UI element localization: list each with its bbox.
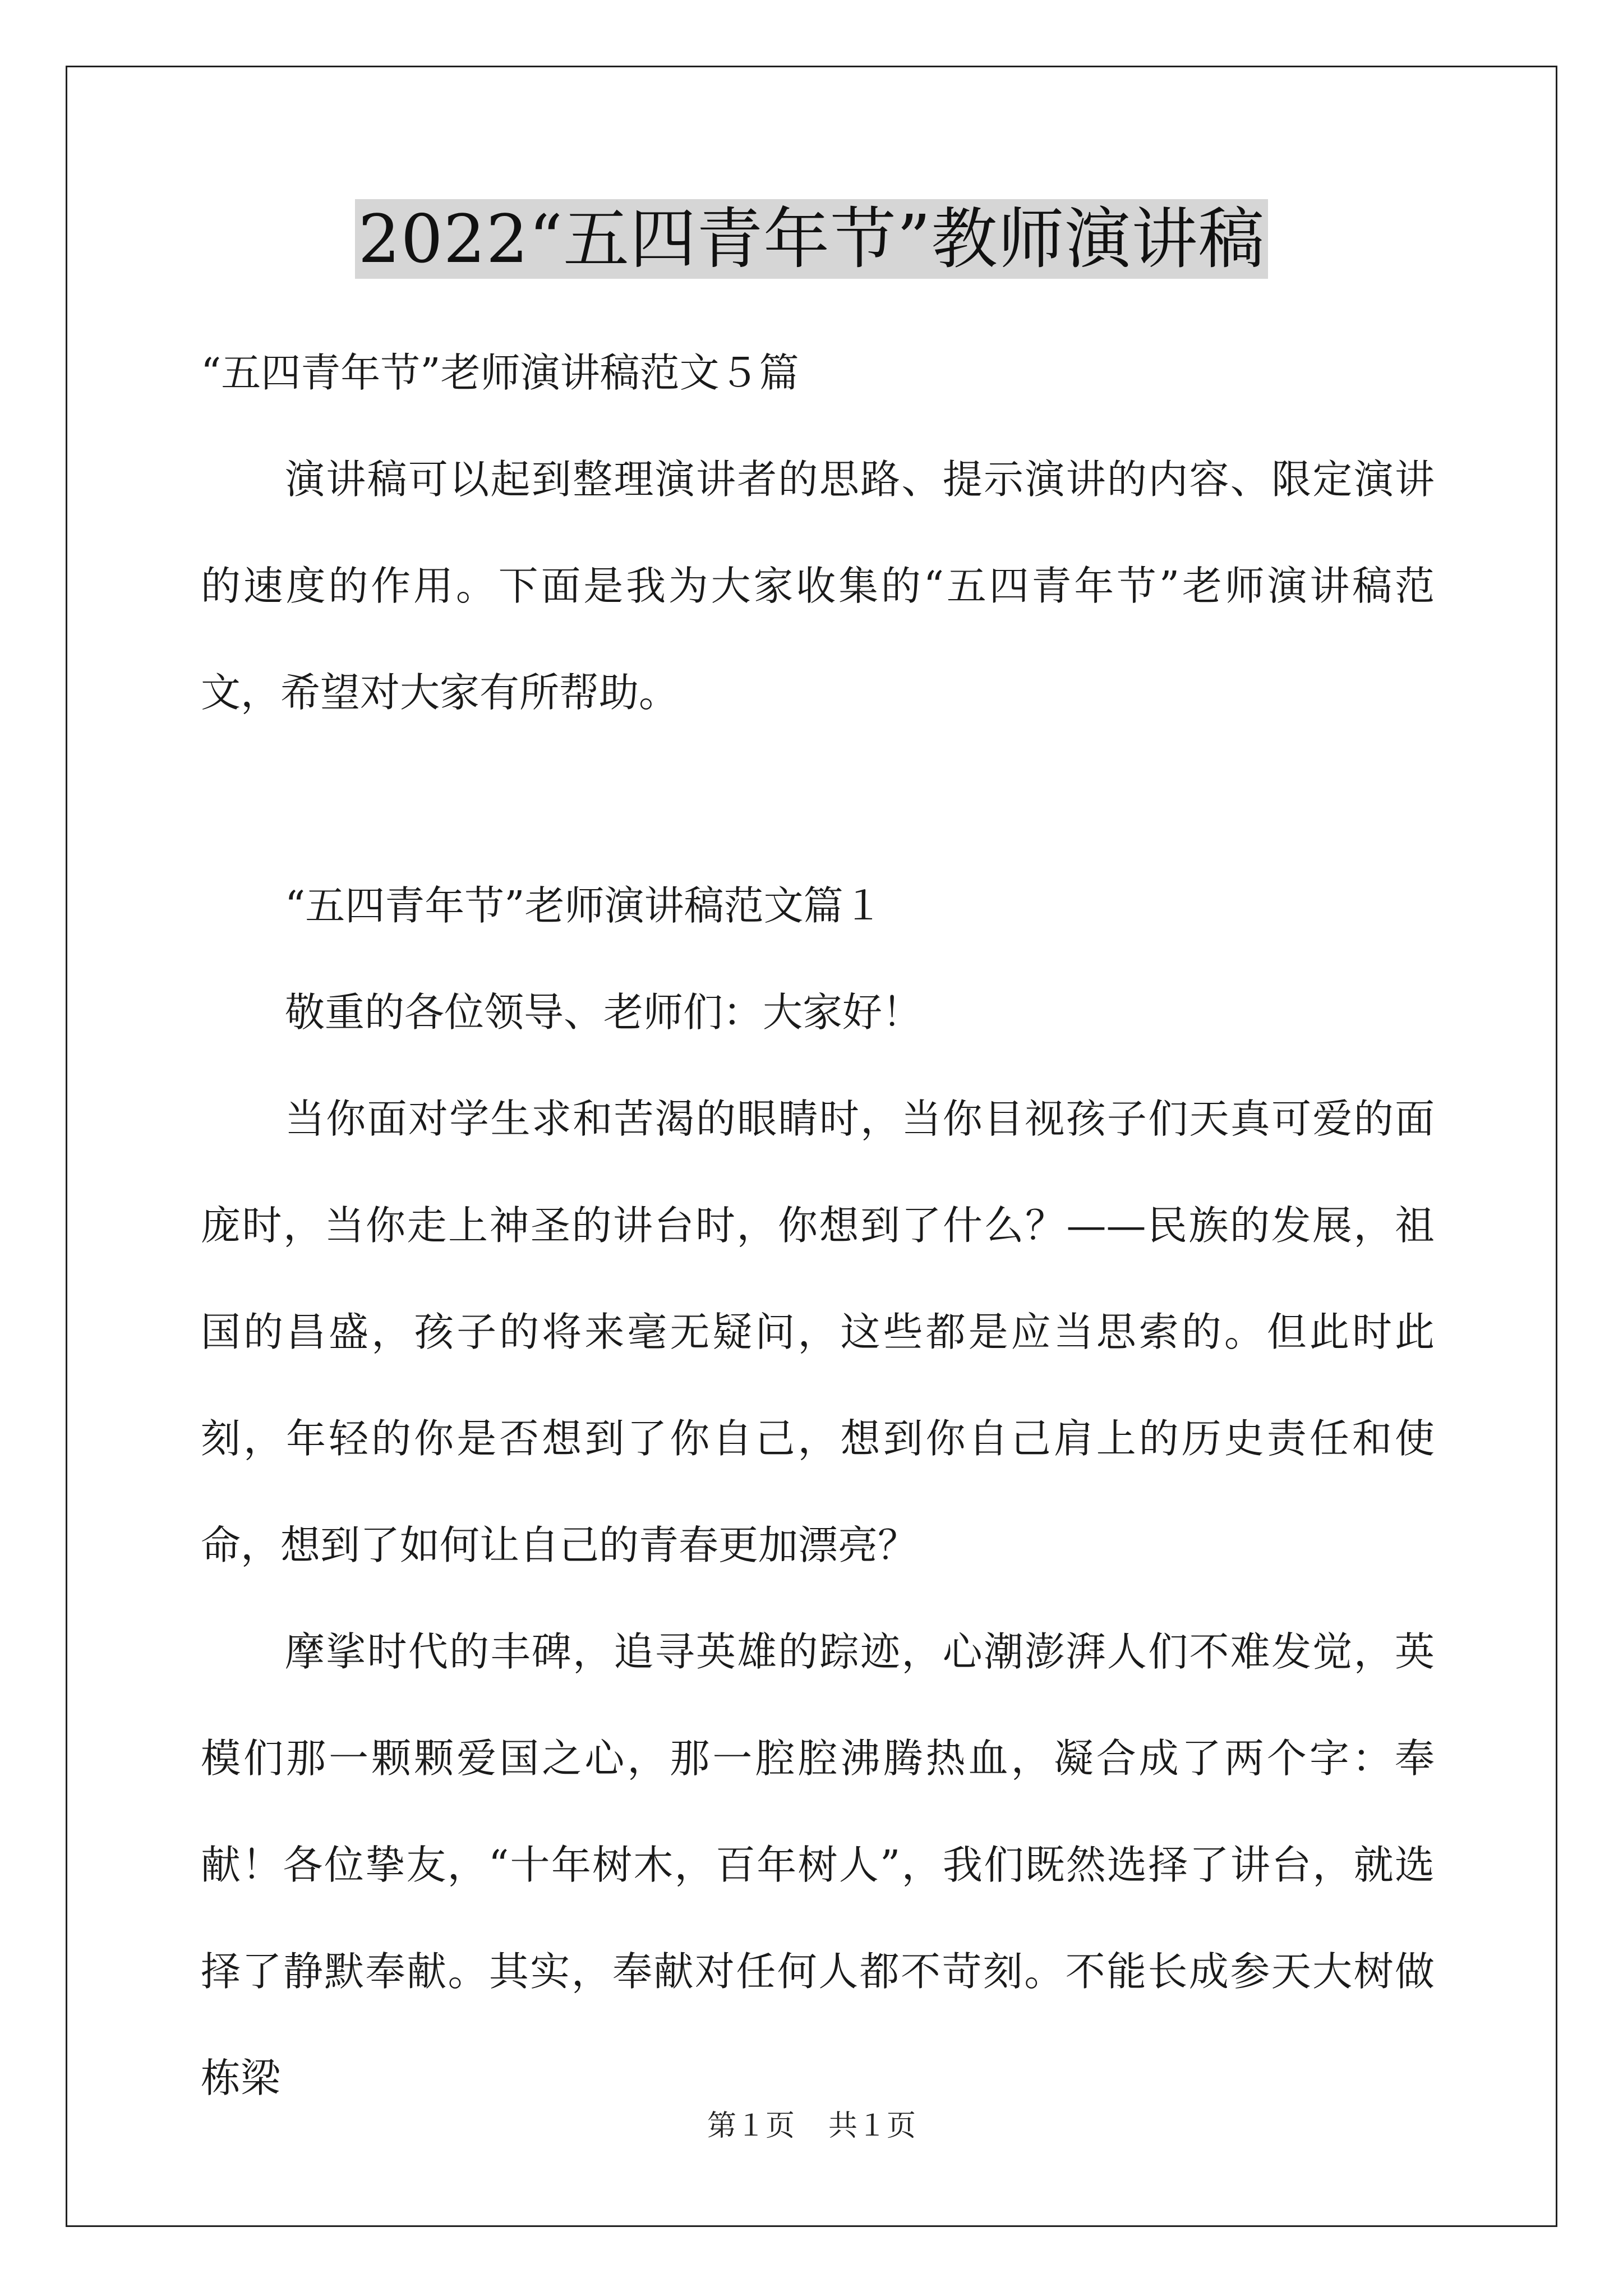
- document-title: 2022“五四青年节”教师演讲稿: [355, 199, 1269, 279]
- document-body: [201, 320, 1435, 2132]
- greeting-paragraph: 敬重的各位领导、老师们：大家好！: [285, 989, 923, 1036]
- page-number-current: 第１页: [707, 2109, 795, 2143]
- page-footer: [0, 2109, 1623, 2143]
- spacer: [201, 746, 1435, 853]
- intro-paragraph: 演讲稿可以起到整理演讲者的思路、提示演讲的内容、限定演讲的速度的作用。下面是我为大家收集的“五四青年节”老师演讲稿范文，希望对大家有所帮助。: [201, 456, 1435, 716]
- subtitle: “五四青年节”老师演讲稿范文５篇: [201, 349, 799, 396]
- body-paragraph-1: 当你面对学生求和苦渴的眼睛时，当你目视孩子们天真可爱的面庞时，当你走上神圣的讲台时，你想到了什么？——民族的发展，祖国的昌盛，孩子的将来毫无疑问，这些都是应当思索的。但此时此刻，年轻的你是否想到了你自己，想到你自己肩上的历史责任和使命，想到了如何让自己的青春更加漂亮？: [201, 1096, 1435, 1568]
- page-number-total: 共１页: [828, 2109, 916, 2143]
- body-paragraph-2: 摩挲时代的丰碑，追寻英雄的踪迹，心潮澎湃人们不难发觉，英模们那一颗颗爱国之心，那一腔腔沸腾热血，凝合成了两个字：奉献！各位挚友，“十年树木，百年树人”，我们既然选择了讲台，就选择了静默奉献。其实，奉献对任何人都不苛刻。不能长成参天大树做栋梁: [201, 1628, 1435, 2101]
- section-heading: “五四青年节”老师演讲稿范文篇１: [285, 882, 883, 929]
- title-container: [0, 199, 1623, 279]
